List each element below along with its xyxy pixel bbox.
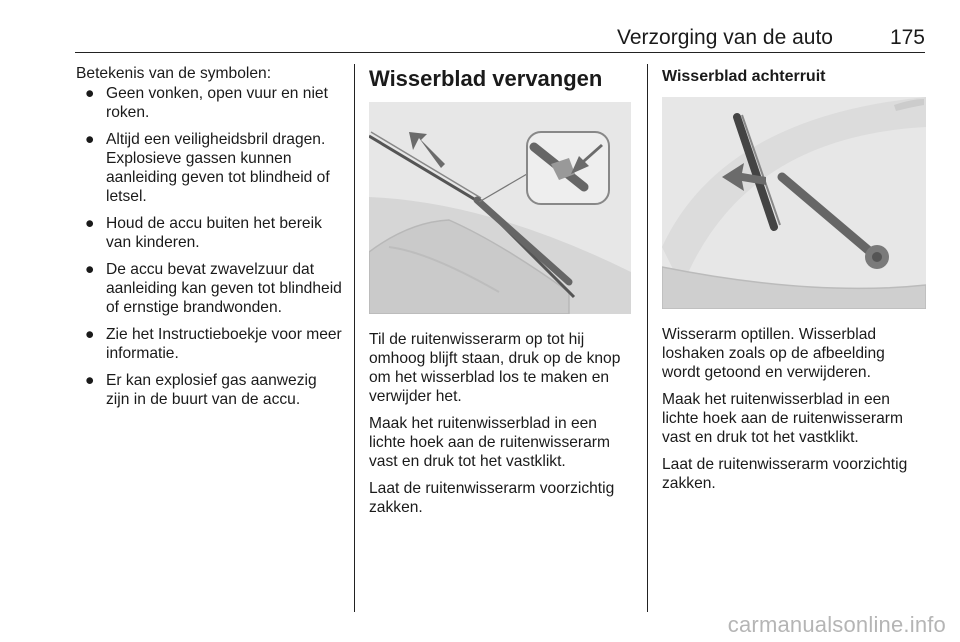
page-header <box>75 26 925 53</box>
windscreen-wiper-illustration <box>369 102 631 314</box>
list-item: ● Geen vonken, open vuur en niet roken. <box>85 85 328 121</box>
wiper-step-3: Laat de ruitenwisserarm voorzichtig zakken. <box>369 480 615 516</box>
page-number: 175 <box>889 26 925 49</box>
column-wiper-blade <box>369 64 631 525</box>
bullet-icon: ● <box>85 326 95 343</box>
column-divider <box>354 64 355 612</box>
rear-wiper-heading: Wisserblad achterruit <box>662 68 826 85</box>
wiper-step-2: Maak het ruitenwisserblad in een lichte hoek aan de ruitenwisserarm vast en druk tot het vastklikt. <box>369 415 610 470</box>
watermark: carmanualsonline.info <box>727 612 946 637</box>
rear-wiper-step-3: Laat de ruitenwisserarm voorzichtig zakken. <box>662 456 908 492</box>
column-rear-wiper <box>662 64 926 501</box>
bullet-icon: ● <box>85 372 95 389</box>
list-item: ● Zie het Instructieboekje voor meer informatie. <box>85 326 342 362</box>
bullet-icon: ● <box>85 131 95 148</box>
list-item: ● Er kan explosief gas aanwezig zijn in de buurt van de accu. <box>85 372 317 408</box>
bullet-icon: ● <box>85 261 95 278</box>
list-item: ● De accu bevat zwavelzuur dat aanleiding kan geven tot blindheid of ernstige brandwonden. <box>85 261 342 316</box>
bullet-icon: ● <box>85 215 95 232</box>
wiper-step-1: Til de ruitenwisserarm op tot hij omhoog blijft staan, druk op de knop om het wisserblad los te maken en verwijder het. <box>369 331 621 405</box>
symbols-intro: Betekenis van de symbolen: <box>76 65 272 82</box>
symbols-list <box>76 84 344 409</box>
column-symbols <box>76 64 344 417</box>
rear-wiper-step-1: Wisserarm optillen. Wisserblad loshaken zoals op de afbeelding wordt getoond en verwijderen. <box>662 326 885 381</box>
wiper-blade-heading: Wisserblad vervangen <box>369 66 603 91</box>
bullet-icon: ● <box>85 85 95 102</box>
rear-wiper-illustration <box>662 97 926 309</box>
list-item: ● Houd de accu buiten het bereik van kinderen. <box>85 215 322 251</box>
section-title: Verzorging van de auto <box>617 26 833 49</box>
list-item: ● Altijd een veiligheidsbril dragen. Explosieve gassen kunnen aanleiding geven tot blindheid of letsel. <box>85 131 330 205</box>
rear-wiper-step-2: Maak het ruitenwisserblad in een lichte hoek aan de ruitenwisserarm vast en druk tot het vastklikt. <box>662 391 903 446</box>
column-divider <box>647 64 648 612</box>
